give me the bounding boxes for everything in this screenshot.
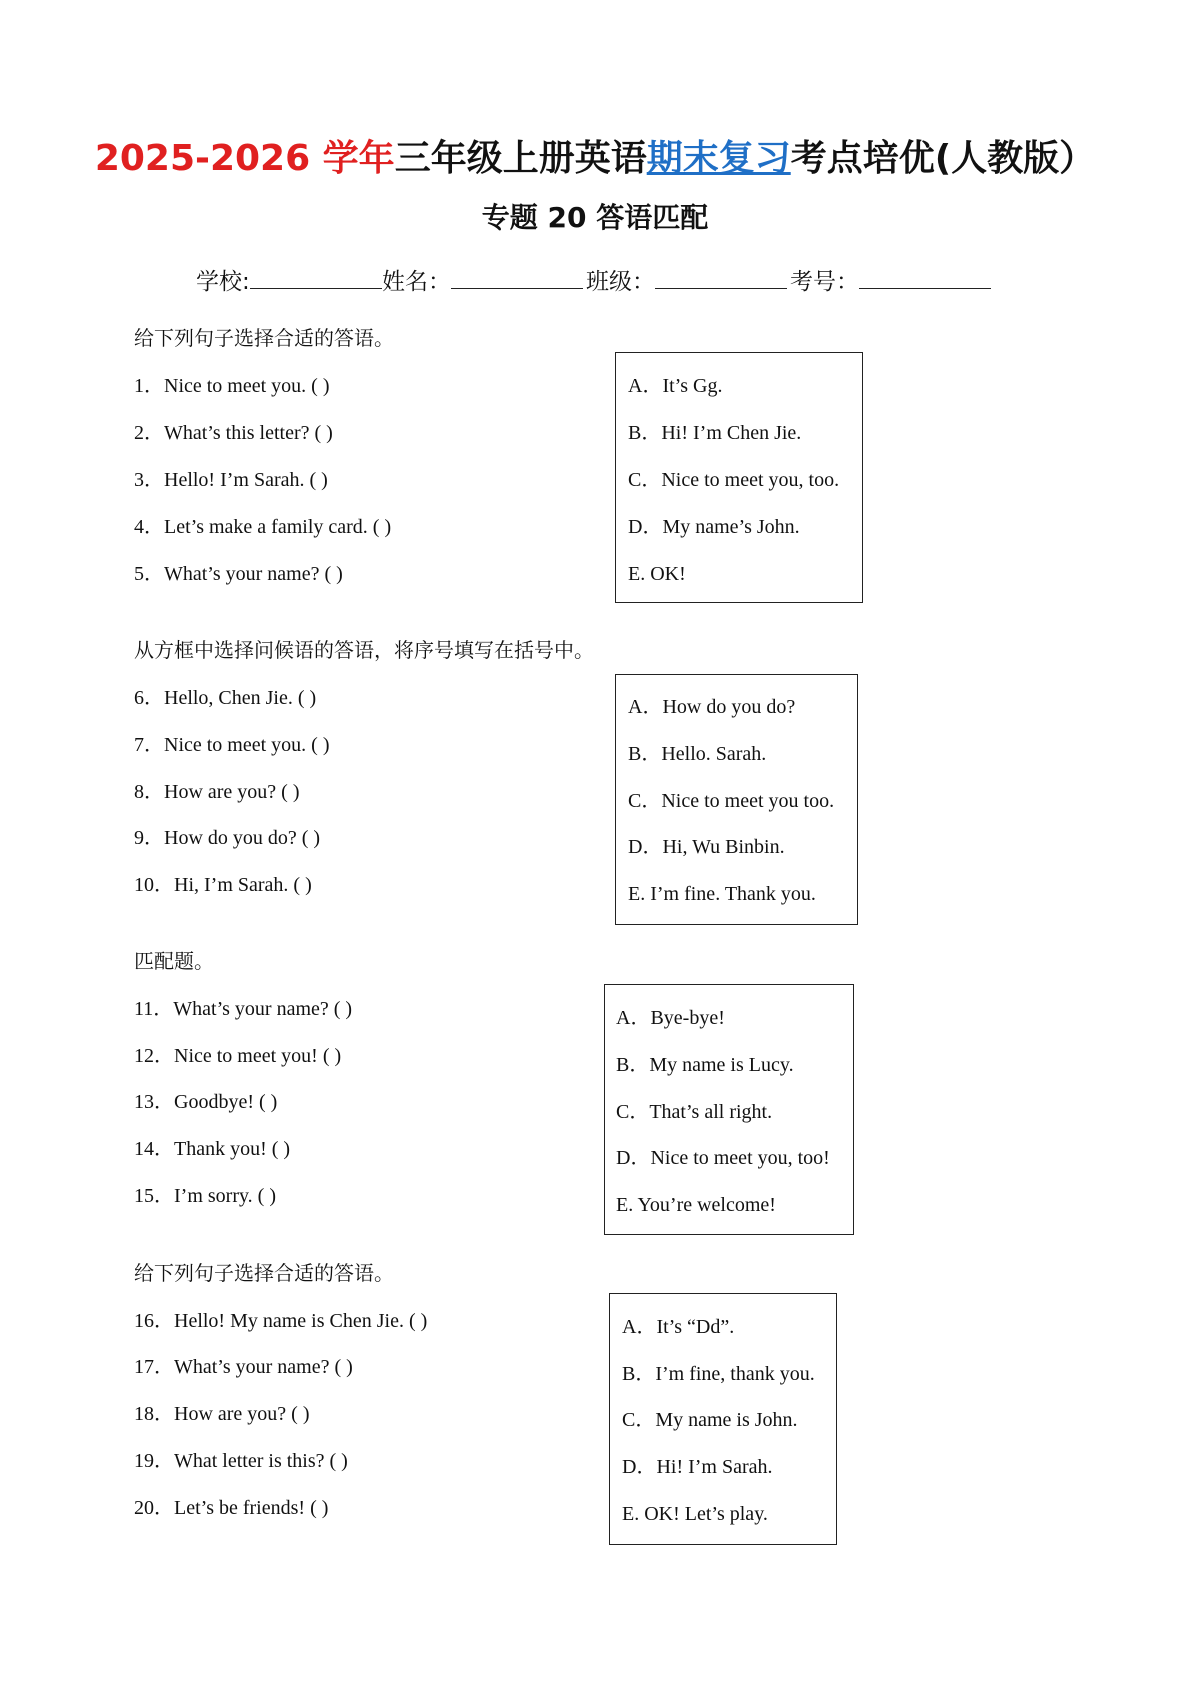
option-4a: A．It’s “Dd”. (622, 1316, 735, 1338)
section-2-instruction: 从方框中选择问候语的答语，将序号填写在括号中。 (134, 638, 594, 662)
page-title (0, 134, 1190, 184)
option-2a: A．How do you do? (628, 696, 796, 718)
title-year: 2025-2026 学年 (94, 138, 395, 179)
option-3c: C．That’s all right. (616, 1101, 773, 1123)
question-1: 1．Nice to meet you. ( ) (134, 375, 330, 397)
option-3e: E. You’re welcome! (616, 1194, 776, 1216)
school-field (196, 266, 382, 298)
question-13: 13．Goodbye! ( ) (134, 1091, 278, 1113)
question-20: 20．Let’s be friends! ( ) (134, 1497, 329, 1519)
section-4-instruction: 给下列句子选择合适的答语。 (134, 1261, 394, 1285)
option-2b: B．Hello. Sarah. (628, 743, 767, 765)
name-field (382, 266, 583, 298)
exam-no-blank[interactable] (859, 266, 991, 289)
question-18: 18．How are you? ( ) (134, 1403, 310, 1425)
title-review-link[interactable]: 期末复习 (646, 138, 791, 179)
option-2c: C．Nice to meet you too. (628, 790, 835, 812)
class-label: 班级： (586, 269, 655, 295)
title-part2: 考点培优(人教版） (790, 138, 1096, 179)
question-4: 4．Let’s make a family card. ( ) (134, 516, 392, 538)
question-7: 7．Nice to meet you. ( ) (134, 734, 330, 756)
question-16: 16．Hello! My name is Chen Jie. ( ) (134, 1310, 428, 1332)
section-3-instruction: 匹配题。 (134, 949, 214, 973)
option-1d: D．My name’s John. (628, 516, 800, 538)
question-8: 8．How are you? ( ) (134, 781, 300, 803)
option-2e: E. I’m fine. Thank you. (628, 883, 816, 905)
question-12: 12．Nice to meet you! ( ) (134, 1045, 342, 1067)
question-19: 19．What letter is this? ( ) (134, 1450, 348, 1472)
question-5: 5．What’s your name? ( ) (134, 563, 343, 585)
question-14: 14．Thank you! ( ) (134, 1138, 291, 1160)
option-1e: E. OK! (628, 563, 686, 585)
question-17: 17．What’s your name? ( ) (134, 1356, 353, 1378)
option-1c: C．Nice to meet you, too. (628, 469, 840, 491)
question-10: 10．Hi, I’m Sarah. ( ) (134, 874, 312, 896)
question-3: 3．Hello! I’m Sarah. ( ) (134, 469, 328, 491)
question-2: 2．What’s this letter? ( ) (134, 422, 333, 444)
exam-no-field (790, 266, 991, 298)
title-part1: 三年级上册英语 (394, 138, 647, 179)
name-blank[interactable] (451, 266, 583, 289)
subtitle: 专题 20 答语匹配 (481, 201, 709, 234)
section-1-instruction: 给下列句子选择合适的答语。 (134, 326, 394, 350)
school-blank[interactable] (250, 266, 382, 289)
class-blank[interactable] (655, 266, 787, 289)
question-9: 9．How do you do? ( ) (134, 827, 321, 849)
name-label: 姓名： (382, 269, 451, 295)
question-15: 15．I’m sorry. ( ) (134, 1185, 277, 1207)
class-field (586, 266, 787, 298)
school-label: 学校: (196, 269, 250, 295)
option-2d: D．Hi, Wu Binbin. (628, 836, 785, 858)
exam-no-label: 考号： (790, 269, 859, 295)
option-1a: A．It’s Gg. (628, 375, 723, 397)
option-4c: C．My name is John. (622, 1409, 798, 1431)
option-4b: B．I’m fine, thank you. (622, 1363, 815, 1385)
question-6: 6．Hello, Chen Jie. ( ) (134, 687, 317, 709)
option-3d: D．Nice to meet you, too! (616, 1147, 830, 1169)
option-4d: D．Hi! I’m Sarah. (622, 1456, 773, 1478)
option-3b: B．My name is Lucy. (616, 1054, 794, 1076)
question-11: 11．What’s your name? ( ) (134, 998, 353, 1020)
option-3a: A．Bye-bye! (616, 1007, 725, 1029)
option-1b: B．Hi! I’m Chen Jie. (628, 422, 802, 444)
option-4e: E. OK! Let’s play. (622, 1503, 768, 1525)
